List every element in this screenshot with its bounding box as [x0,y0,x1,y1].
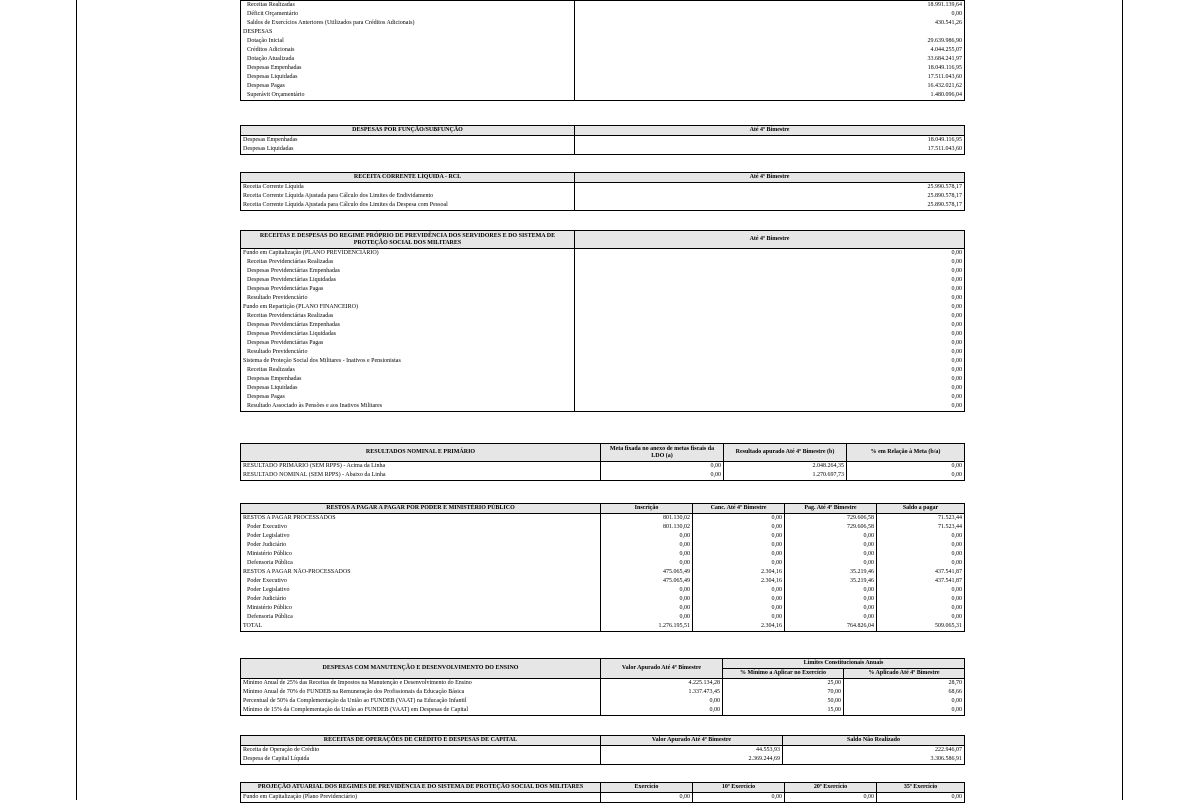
row-value: 1.480.096,04 [575,91,965,101]
resultados-table [240,443,965,481]
table-row [241,136,965,146]
row-value: 729.606,58 [785,523,877,532]
table-row [241,706,965,716]
row-value: 0,00 [847,462,965,472]
row-value: 0,00 [575,321,965,330]
table-row [241,145,965,155]
restos-col-inscricao: Inscrição [601,504,693,514]
table-row [241,267,965,276]
row-value: 25.890.578,17 [575,192,965,201]
row-label: RESULTADO NOMINAL (SEM RPPS) - Abaixo da Linha [241,471,601,481]
row-value: 0,00 [601,793,693,803]
row-value: 0,00 [693,586,785,595]
row-label: Dotação Atualizada [241,55,575,64]
row-value: 0,00 [844,697,965,706]
row-label: Despesas Pagas [241,82,575,91]
table-row [241,375,965,384]
mde-col-minimo: % Mínimo a Aplicar no Exercício [723,669,844,679]
row-value: 0,00 [877,793,965,803]
rpps-col-header: Até 4º Bimestre [575,231,965,249]
row-value: 2.369.244,69 [601,755,783,765]
table-row [241,321,965,330]
row-label: Poder Executivo [241,523,601,532]
row-value: 437.541,87 [877,577,965,586]
table-row [241,28,965,37]
row-value: 0,00 [693,523,785,532]
row-label: RESULTADO PRIMÁRIO (SEM RPPS) - Acima da Linha [241,462,601,472]
row-value: 1.270.697,73 [724,471,847,481]
row-value: 0,00 [575,276,965,285]
row-value: 0,00 [575,384,965,393]
table-row [241,258,965,267]
row-value: 0,00 [785,793,877,803]
credito-col-saldo: Saldo Não Realizado [783,736,965,746]
table-row [241,82,965,91]
projecao-header: PROJEÇÃO ATUARIAL DOS REGIMES DE PREVIDÊNCIA E DO SISTEMA DE PROTEÇÃO SOCIAL DOS MILITARES [241,783,601,793]
table-row [241,746,965,756]
row-label: Mínimo Anual de 25% das Receitas de Impostos na Manutenção e Desenvolvimento do Ensino [241,679,601,689]
table-row [241,330,965,339]
table-row [241,532,965,541]
projecao-col-exercicio: Exercício [601,783,693,793]
restos-col-pag: Pag. Até 4º Bimestre [785,504,877,514]
row-label: Mínimo Anual de 70% do FUNDEB na Remuneração dos Profissionais da Educação Básica [241,688,601,697]
table-row [241,73,965,82]
row-value: 729.606,58 [785,514,877,524]
row-value: 4.044.255,07 [575,46,965,55]
row-label: Defensoria Pública [241,559,601,568]
row-value: 0,00 [877,586,965,595]
table-row [241,577,965,586]
row-value: 18.049.116,95 [575,64,965,73]
row-label: Ministério Público [241,604,601,613]
row-value: 0,00 [877,613,965,622]
funcao-table [240,125,965,155]
credito-section [240,735,965,765]
row-value: 33.684.241,97 [575,55,965,64]
row-value: 2.048.264,35 [724,462,847,472]
credito-col-valor: Valor Apurado Até 4º Bimestre [601,736,783,746]
row-value: 430.541,26 [575,19,965,28]
table-row [241,688,965,697]
row-value: 17.511.043,60 [575,73,965,82]
row-value: 4.225.134,28 [601,679,723,689]
row-value: 0,00 [575,357,965,366]
row-value: 0,00 [785,604,877,613]
row-label: Despesas Liquidadas [241,384,575,393]
row-value: 35.219,46 [785,568,877,577]
row-value: 17.511.043,60 [575,145,965,155]
row-label: Mínimo de 15% da Complementação da União ao FUNDEB (VAAT) em Despesas de Capital [241,706,601,716]
table-row [241,384,965,393]
row-value: 0,00 [601,550,693,559]
row-label: Resultado Previdenciário [241,294,575,303]
row-value: 16.432.021,62 [575,82,965,91]
row-value: 29.639.986,90 [575,37,965,46]
rpps-section [240,230,965,412]
row-value: 222.946,07 [783,746,965,756]
row-value: 0,00 [693,604,785,613]
table-row [241,471,965,481]
row-label: Sistema de Proteção Social dos Militares - Inativos e Pensionistas [241,357,575,366]
row-value: 0,00 [693,793,785,803]
row-label: Despesas Previdenciárias Liquidadas [241,330,575,339]
row-value: 44.553,93 [601,746,783,756]
mde-section [240,658,965,716]
table-row [241,339,965,348]
table-row [241,46,965,55]
row-value: 0,00 [877,595,965,604]
row-value: 0,00 [575,267,965,276]
row-value: 70,00 [723,688,844,697]
row-value [575,28,965,37]
table-row [241,523,965,532]
table-row [241,294,965,303]
resultados-col-apurado: Resultado apurado Até 4º Bimestre (b) [724,444,847,462]
table-row [241,613,965,622]
row-value: 0,00 [693,550,785,559]
row-value: 0,00 [575,249,965,259]
row-value: 0,00 [693,541,785,550]
row-value: 71.523,44 [877,514,965,524]
row-value: 0,00 [575,375,965,384]
row-value: 71.523,44 [877,523,965,532]
row-value: 475.065,49 [601,577,693,586]
row-value: 0,00 [785,613,877,622]
table-row [241,357,965,366]
mde-col-valor: Valor Apurado Até 4º Bimestre [601,659,723,679]
row-value: 0,00 [575,10,965,19]
table-row [241,462,965,472]
row-value: 0,00 [693,514,785,524]
row-label: Despesas Liquidadas [241,73,575,82]
row-value: 0,00 [785,541,877,550]
row-value: 0,00 [575,348,965,357]
row-label: Receita Corrente Líquida Ajustada para Cálculo dos Limites da Despesa com Pessoal [241,201,575,211]
table-row [241,793,965,803]
row-value: 0,00 [575,312,965,321]
restos-section [240,503,965,632]
row-value: 28,70 [844,679,965,689]
table-row [241,285,965,294]
table-row [241,37,965,46]
row-value: 15,00 [723,706,844,716]
resultados-section [240,443,965,481]
row-label: Poder Judiciário [241,595,601,604]
table-row [241,201,965,211]
row-value: 35.219,46 [785,577,877,586]
table-row [241,10,965,19]
restos-col-canc: Canc. Até 4º Bimestre [693,504,785,514]
table-row [241,348,965,357]
row-label: Resultado Previdenciário [241,348,575,357]
projecao-col-35: 35º Exercício [877,783,965,793]
row-label: Fundo em Capitalização (Plano Previdenciário) [241,793,601,803]
restos-header: RESTOS A PAGAR A PAGAR POR PODER E MINISTÉRIO PÚBLICO [241,504,601,514]
row-label: Despesas Pagas [241,393,575,402]
row-value: 0,00 [601,541,693,550]
funcao-col-header: Até 4º Bimestre [575,126,965,136]
table-row [241,276,965,285]
row-label: Despesas Empenhadas [241,64,575,73]
table-row [241,541,965,550]
row-label: Despesas Empenhadas [241,136,575,146]
rpps-header: RECEITAS E DESPESAS DO REGIME PRÓPRIO DE PREVIDÊNCIA DOS SERVIDORES E DO SISTEMA DE PROTEÇÃO SOCIAL DOS MILITARES [241,231,575,249]
table-row [241,604,965,613]
table-row [241,249,965,259]
row-value: 18.991.139,64 [575,1,965,11]
table-row [241,393,965,402]
table-row [241,303,965,312]
row-label: DESPESAS [241,28,575,37]
credito-header: RECEITAS DE OPERAÇÕES DE CRÉDITO E DESPESAS DE CAPITAL [241,736,601,746]
row-value: 0,00 [575,294,965,303]
row-value: 0,00 [575,393,965,402]
row-value: 0,00 [693,559,785,568]
table-row [241,366,965,375]
row-value: 0,00 [601,471,724,481]
row-value: 0,00 [601,604,693,613]
mde-col-limites: Limites Constitucionais Anuais [723,659,965,669]
table-row [241,19,965,28]
row-label: Poder Legislativo [241,586,601,595]
row-value: 0,00 [844,706,965,716]
row-value: 0,00 [575,258,965,267]
row-value: 2.304,16 [693,568,785,577]
table-row [241,402,965,412]
row-value: 0,00 [877,550,965,559]
row-value: 0,00 [601,697,723,706]
funcao-header: DESPESAS POR FUNÇÃO/SUBFUNÇÃO [241,126,575,136]
table-row [241,514,965,524]
page-border-left [76,0,77,800]
row-label: RESTOS A PAGAR NÃO-PROCESSADOS [241,568,601,577]
row-label: Receita Corrente Líquida [241,183,575,193]
row-label: Saldos de Exercícios Anteriores (Utilizados para Créditos Adicionais) [241,19,575,28]
row-value: 0,00 [575,285,965,294]
row-value: 2.304,16 [693,622,785,632]
row-value: 0,00 [785,559,877,568]
table-row [241,586,965,595]
row-value: 0,00 [601,559,693,568]
row-label: Receita Corrente Líquida Ajustada para Cálculo dos Limites de Endividamento [241,192,575,201]
table-row [241,183,965,193]
row-value: 25.890.578,17 [575,201,965,211]
row-value: 1.276.195,51 [601,622,693,632]
row-label: Despesas Liquidadas [241,145,575,155]
funcao-section [240,125,965,155]
row-label: Fundo em Repartição (PLANO FINANCEIRO) [241,303,575,312]
row-label: Defensoria Pública [241,613,601,622]
row-value: 0,00 [601,586,693,595]
row-label: Poder Legislativo [241,532,601,541]
table-row [241,697,965,706]
row-value: 801.130,02 [601,523,693,532]
row-value: 0,00 [601,532,693,541]
orcamento-table [240,0,965,101]
page-border-right [1122,0,1123,800]
rcl-header: RECEITA CORRENTE LÍQUIDA - RCL [241,173,575,183]
table-row [241,622,965,632]
table-row [241,595,965,604]
rcl-section [240,172,965,211]
row-label: RESTOS A PAGAR PROCESSADOS [241,514,601,524]
row-label: Receita de Operação de Crédito [241,746,601,756]
row-value: 2.304,16 [693,577,785,586]
row-value: 509.065,31 [877,622,965,632]
row-value: 0,00 [601,462,724,472]
row-value: 25.990.578,17 [575,183,965,193]
row-label: Receitas Previdenciárias Realizadas [241,312,575,321]
rpps-table [240,230,965,412]
credito-table [240,735,965,765]
row-value: 0,00 [785,586,877,595]
row-value: 437.541,87 [877,568,965,577]
row-label: Fundo em Capitalização (PLANO PREVIDENCIÁRIO) [241,249,575,259]
row-label: Poder Judiciário [241,541,601,550]
row-label: Receitas Realizadas [241,366,575,375]
orcamento-section [240,0,965,101]
row-label: Superávit Orçamentário [241,91,575,101]
row-label: Déficit Orçamentário [241,10,575,19]
row-label: Receitas Previdenciárias Realizadas [241,258,575,267]
row-value: 50,00 [723,697,844,706]
resultados-header: RESULTADOS NOMINAL E PRIMÁRIO [241,444,601,462]
row-value: 0,00 [693,532,785,541]
row-value: 0,00 [575,366,965,375]
resultados-col-percent: % em Relação à Meta (b/a) [847,444,965,462]
row-label: Percentual de 50% da Complementação da União ao FUNDEB (VAAT) na Educação Infantil [241,697,601,706]
restos-table [240,503,965,632]
row-label: Despesas Previdenciárias Empenhadas [241,267,575,276]
table-row [241,312,965,321]
row-label: Poder Executivo [241,577,601,586]
row-label: TOTAL [241,622,601,632]
row-value: 0,00 [785,550,877,559]
row-value: 0,00 [785,532,877,541]
row-label: Despesas Previdenciárias Liquidadas [241,276,575,285]
row-value: 0,00 [601,706,723,716]
mde-header: DESPESAS COM MANUTENÇÃO E DESENVOLVIMENTO DO ENSINO [241,659,601,679]
row-value: 25,00 [723,679,844,689]
rcl-table [240,172,965,211]
row-value: 0,00 [601,613,693,622]
row-value: 0,00 [847,471,965,481]
row-label: Despesas Previdenciárias Pagas [241,339,575,348]
row-value: 0,00 [575,402,965,412]
resultados-col-meta: Meta fixada no anexo de metas fiscais da LDO (a) [601,444,724,462]
table-row [241,1,965,11]
row-value: 0,00 [877,559,965,568]
table-row [241,55,965,64]
row-label: Receitas Realizadas [241,1,575,11]
table-row [241,91,965,101]
row-value: 68,66 [844,688,965,697]
row-label: Dotação Inicial [241,37,575,46]
row-label: Despesas Previdenciárias Empenhadas [241,321,575,330]
row-value: 0,00 [575,330,965,339]
row-label: Ministério Público [241,550,601,559]
projecao-col-20: 20º Exercício [785,783,877,793]
table-row [241,559,965,568]
projecao-col-10: 10º Exercício [693,783,785,793]
row-value: 475.065,49 [601,568,693,577]
table-row [241,568,965,577]
row-label: Despesas Previdenciárias Pagas [241,285,575,294]
row-value: 764.826,04 [785,622,877,632]
row-value: 0,00 [877,604,965,613]
table-row [241,550,965,559]
row-value: 3.306.586,91 [783,755,965,765]
row-value: 1.337.473,45 [601,688,723,697]
table-row [241,64,965,73]
row-value: 0,00 [693,613,785,622]
row-label: Resultado Associado às Pensões e aos Inativos Militares [241,402,575,412]
row-value: 0,00 [575,303,965,312]
row-value: 0,00 [785,595,877,604]
row-label: Créditos Adicionais [241,46,575,55]
table-row [241,679,965,689]
mde-col-aplicado: % Aplicado Até 4º Bimestre [844,669,965,679]
rcl-col-header: Até 4º Bimestre [575,173,965,183]
mde-table [240,658,965,716]
row-value: 0,00 [877,532,965,541]
row-value: 801.130,02 [601,514,693,524]
row-label: Despesa de Capital Líquida [241,755,601,765]
row-value: 0,00 [877,541,965,550]
row-value: 0,00 [575,339,965,348]
row-value: 0,00 [601,595,693,604]
table-row [241,755,965,765]
row-value: 0,00 [693,595,785,604]
row-label: Despesas Empenhadas [241,375,575,384]
row-value: 18.049.116,95 [575,136,965,146]
restos-col-saldo: Saldo a pagar [877,504,965,514]
table-row [241,192,965,201]
